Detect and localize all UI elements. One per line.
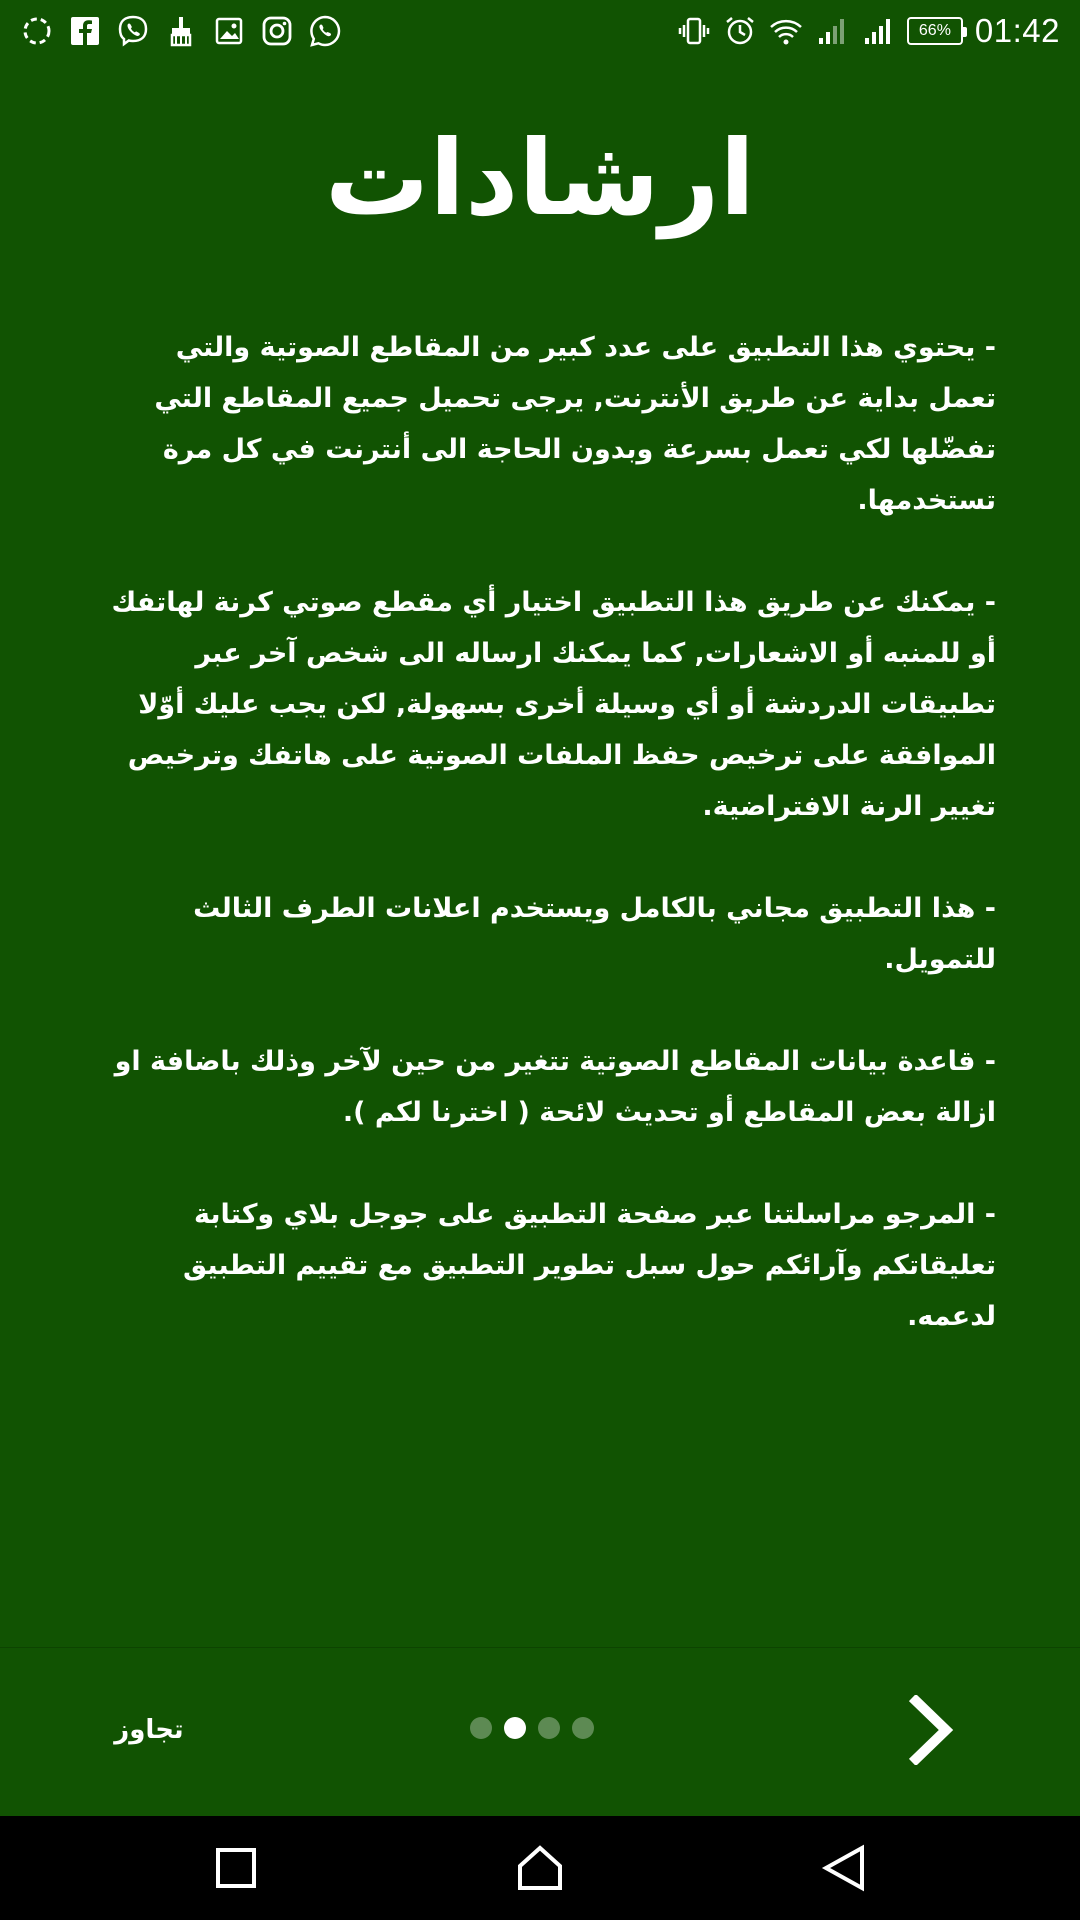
instructions-text (100, 322, 996, 1393)
wifi-icon (769, 14, 803, 48)
battery-indicator: 66% (907, 17, 963, 45)
instruction-paragraph: - يمكنك عن طريق هذا التطبيق اختيار أي مقطع صوتي كرنة لهاتفك أو للمنبه أو الاشعارات, كما يمكنك ارساله الى شخص آخر عبر تطبيقات الدردشة أو أي وسيلة أخرى بسهولة, لكن يجب عليك أوّلا الموافقة على ترخيص حفظ الملفات الصوتية على هاتفك وترخيص تغيير الرنة الافتراضية. (111, 587, 996, 822)
instruction-paragraph: - هذا التطبيق مجاني بالكامل ويستخدم اعلانات الطرف الثالث للتمويل. (193, 893, 996, 975)
status-bar (0, 0, 1080, 62)
page-dot[interactable] (470, 1717, 492, 1739)
home-icon (516, 1844, 564, 1892)
page-title: ارشادات (324, 117, 756, 239)
back-button[interactable] (814, 1838, 874, 1898)
navigation-bar (0, 1816, 1080, 1920)
facebook-icon (68, 14, 102, 48)
bottom-divider (0, 1647, 1080, 1648)
page-indicator (470, 1717, 594, 1739)
home-button[interactable] (510, 1838, 570, 1898)
status-clock: 01:42 (974, 12, 1060, 49)
instruction-paragraph: - قاعدة بيانات المقاطع الصوتية تتغير من حين لآخر وذلك باضافة او ازالة بعض المقاطع أو تحديث لائحة ( اخترنا لكم ). (114, 1046, 996, 1128)
signal-icon (861, 14, 895, 48)
skip-button[interactable]: تجاوز (104, 1700, 194, 1760)
recents-square-icon (214, 1846, 258, 1890)
next-button[interactable] (890, 1690, 970, 1770)
page-dot[interactable] (538, 1717, 560, 1739)
status-bar-system (665, 12, 1060, 50)
signal-icon (815, 14, 849, 48)
chevron-right-icon (900, 1695, 960, 1765)
back-triangle-icon (820, 1844, 868, 1892)
status-bar-notifications (20, 14, 356, 48)
instruction-paragraph: - يحتوي هذا التطبيق على عدد كبير من المقاطع الصوتية والتي تعمل بداية عن طريق الأنترنت, يرجى تحميل جميع المقاطع التي تفضّلها لكي تعمل بسرعة وبدون الحاجة الى أنترنت في كل مرة تستخدمها. (154, 332, 996, 516)
sync-icon (20, 14, 54, 48)
viber-icon (116, 14, 150, 48)
recents-button[interactable] (206, 1838, 266, 1898)
instruction-paragraph: - المرجو مراسلتنا عبر صفحة التطبيق على جوجل بلاي وكتابة تعليقاتكم وآرائكم حول سبل تطوير التطبيق مع تقييم التطبيق لدعمه. (183, 1199, 996, 1332)
page-dot-active[interactable] (504, 1717, 526, 1739)
alarm-icon (723, 14, 757, 48)
page-dot[interactable] (572, 1717, 594, 1739)
instagram-icon (260, 14, 294, 48)
cleaner-icon (164, 14, 198, 48)
gallery-icon (212, 14, 246, 48)
whatsapp-icon (308, 14, 342, 48)
vibrate-icon (677, 14, 711, 48)
